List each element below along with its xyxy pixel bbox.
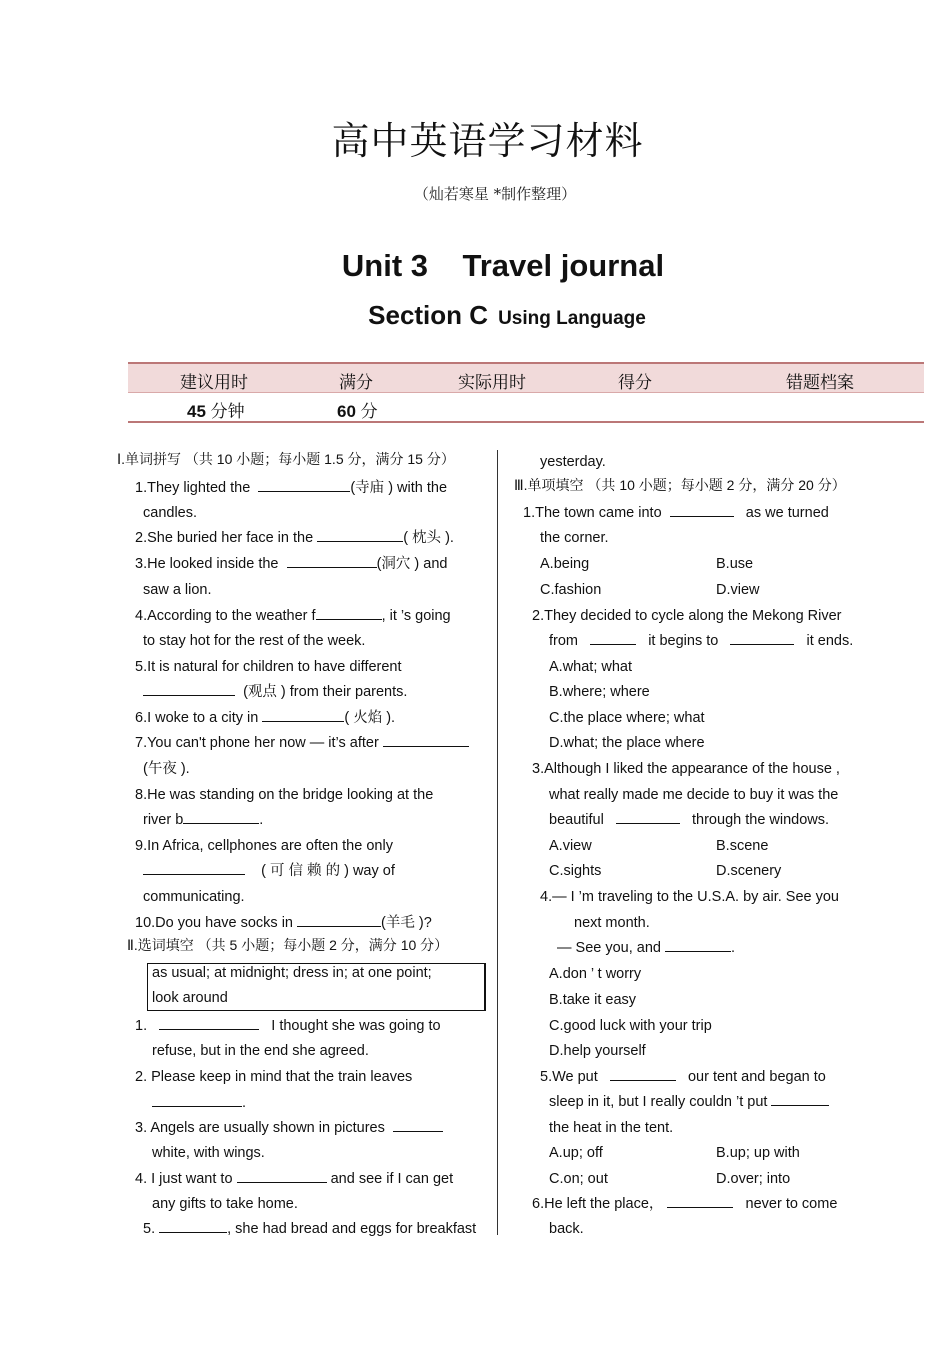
option-b[interactable]: B.take it easy [549,992,637,1008]
option-b[interactable]: B.up; up with [716,1145,800,1161]
answer-blank[interactable] [143,862,245,875]
option-a[interactable]: A.up; off [549,1145,603,1161]
p2-q1-cont: refuse, but in the end she agreed. [152,1043,369,1059]
unit-title: Unit 3 Travel journal [341,248,665,283]
option-c[interactable]: C.good luck with your trip [549,1018,712,1034]
answer-blank[interactable] [237,1170,327,1183]
word-bank-line: as usual; at midnight; dress in; at one point; [152,965,432,981]
part1-heading: Ⅰ.单词拼写 （共 10 小题；每小题 1.5 分，满分 15 分） [117,451,455,467]
answer-blank[interactable] [616,811,680,824]
header-full-score: 满分 [339,373,373,393]
p3-q6: 6.He left the place， never to come [532,1196,838,1212]
option-d[interactable]: D.what; the place where [549,735,705,751]
option-a[interactable]: A.view [549,838,592,854]
p3-q6-cont: back. [549,1221,584,1237]
p1-q5-cont: (观点 ) from their parents. [143,683,407,701]
answer-blank[interactable] [152,1094,242,1107]
p1-q1: 1.They lighted the (寺庙 ) with the [135,480,448,496]
option-c[interactable]: C.sights [549,863,602,879]
answer-blank[interactable] [297,914,381,927]
score-table [128,362,924,423]
p1-q4-cont: to stay hot for the rest of the week. [143,633,366,649]
answer-blank[interactable] [159,1220,227,1233]
p3-q5-cont: sleep in it, but I really couldn ’t put [549,1093,829,1111]
option-a[interactable]: A.don ’ t worry [549,966,642,982]
p1-q9: 9.In Africa, cellphones are often the only [135,838,393,854]
answer-blank[interactable] [317,529,403,542]
p1-q2: 2.She buried her face in the ( 枕头 ). [135,530,454,546]
p3-q4-cont: next month. [574,915,650,931]
part2-heading: Ⅱ.选词填空 （共 5 小题；每小题 2 分，满分 10 分） [127,937,449,953]
p3-q4-cont2: — See you, and . [557,940,736,956]
p3-q5-cont2: the heat in the tent. [549,1120,674,1136]
p2-q4-cont: any gifts to take home. [152,1196,298,1212]
option-b[interactable]: B.where; where [549,684,650,700]
sub-title: （灿若寒星 *制作整理） [413,185,577,203]
p2-q1: 1. I thought she was going to [135,1018,441,1034]
answer-blank[interactable] [590,632,636,645]
answer-blank[interactable] [610,1068,676,1081]
main-title: 高中英语学习材料 [331,119,644,163]
option-d[interactable]: D.help yourself [549,1043,646,1059]
answer-blank[interactable] [316,607,382,620]
p2-q5-cont: yesterday. [540,454,606,470]
p1-q7: 7.You can't phone her now — it’s after [135,734,469,752]
p2-q5: 5. , she had bread and eggs for breakfast [143,1221,477,1237]
p3-q3-cont2: beautiful through the windows. [549,812,830,828]
option-d[interactable]: D.view [716,582,760,598]
answer-blank[interactable] [393,1119,443,1132]
p3-q1-cont: the corner. [540,530,609,546]
p1-q9-cont: ( 可 信 赖 的 ) way of [143,862,395,880]
header-error-file: 错题档案 [786,373,854,393]
p3-q4: 4.— I ’m traveling to the U.S.A. by air. See you [540,889,839,905]
section-label: Section C [368,300,489,330]
p3-q2-cont: from it begins to it ends. [549,633,854,649]
answer-blank[interactable] [665,939,731,952]
p3-q1: 1.The town came into as we turned [523,505,829,521]
p2-q3: 3. Angels are usually shown in pictures [135,1119,443,1137]
p2-q2: 2. Please keep in mind that the train leaves [135,1069,413,1085]
answer-blank[interactable] [667,1195,733,1208]
answer-blank[interactable] [262,709,344,722]
p1-q9-cont2: communicating. [143,889,245,905]
column-divider [497,450,498,1235]
p1-q10: 10.Do you have socks in (羊毛 )? [135,915,432,931]
option-c[interactable]: C.fashion [540,582,602,598]
p1-q7-cont: (午夜 ). [143,761,190,777]
p3-q2: 2.They decided to cycle along the Mekong River [532,608,842,624]
p2-q3-cont: white, with wings. [152,1145,265,1161]
answer-blank[interactable] [730,632,794,645]
score-table-header [128,362,924,393]
p1-q5: 5.It is natural for children to have different [135,659,402,675]
p3-q3: 3.Although I liked the appearance of the house , [532,761,840,777]
header-score: 得分 [618,373,652,393]
word-bank-box [147,963,486,1011]
full-score-value: 60 分 [337,402,378,422]
option-d[interactable]: D.scenery [716,863,782,879]
p3-q5: 5.We put our tent and began to [540,1069,826,1085]
header-actual-time: 实际用时 [458,373,526,393]
answer-blank[interactable] [383,734,469,747]
option-c[interactable]: C.on; out [549,1171,608,1187]
p1-q3-cont: saw a lion. [143,582,212,598]
option-d[interactable]: D.over; into [716,1171,791,1187]
answer-blank[interactable] [183,811,259,824]
answer-blank[interactable] [287,555,377,568]
p1-q6: 6.I woke to a city in ( 火焰 ). [135,710,396,726]
answer-blank[interactable] [771,1093,829,1106]
part3-heading: Ⅲ.单项填空 （共 10 小题；每小题 2 分，满分 20 分） [514,477,846,493]
answer-blank[interactable] [143,683,235,696]
answer-blank[interactable] [258,479,350,492]
word-bank-line: look around [152,990,228,1006]
p1-q4: 4.According to the weather f , it ’s going [135,608,451,624]
p1-q8: 8.He was standing on the bridge looking at the [135,787,434,803]
p2-q4: 4. I just want to and see if I can get [135,1171,454,1187]
p1-q3: 3.He looked inside the (洞穴 ) and [135,556,448,572]
score-table-row [128,393,924,423]
p2-q2-cont: . [152,1094,246,1112]
suggested-time-value: 45 分钟 [187,402,245,422]
answer-blank[interactable] [670,504,734,517]
p1-q8-cont: river b . [143,812,264,828]
answer-blank[interactable] [159,1017,259,1030]
header-suggested-time: 建议用时 [180,373,248,393]
option-a[interactable]: A.being [540,556,590,572]
option-b[interactable]: B.scene [716,838,769,854]
p3-q3-cont: what really made me decide to buy it was the [549,787,839,803]
option-c[interactable]: C.the place where; what [549,710,705,726]
option-b[interactable]: B.use [716,556,754,572]
section-subtitle: Using Language [498,308,646,329]
option-a[interactable]: A.what; what [549,659,633,675]
section-title [0,300,950,331]
p1-q1-cont: candles. [143,505,198,521]
